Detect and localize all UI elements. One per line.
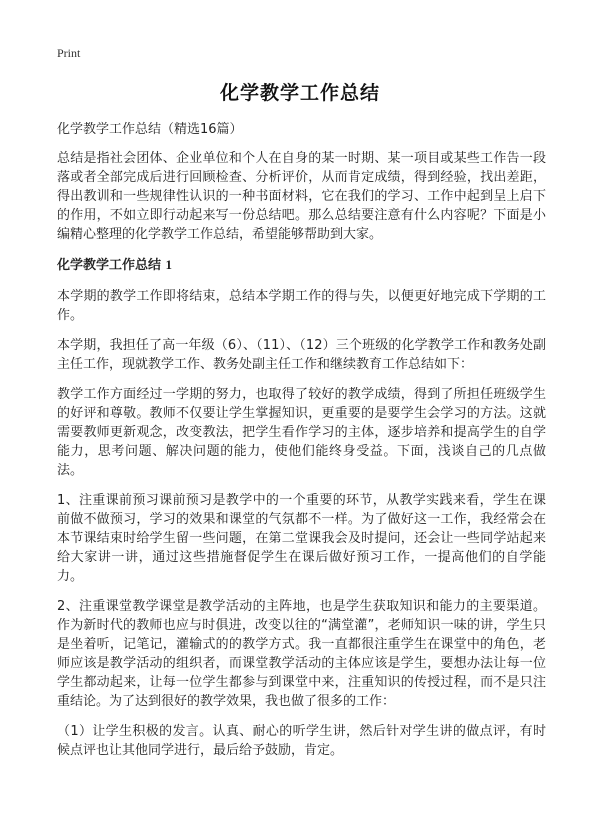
body-paragraph-4: 1、注重课前预习课前预习是教学中的一个重要的环节，从教学实践来看，学生在课前做不做预习，学习的效果和课堂的气氛都不一样。为了做好这一工作，我经常会在本节课结束时给学生留一些问题，在第二堂课我会及时提问，还会让一些同学站起来给大家讲一讲，通过这些措施督促学生在课后做好预习工作，一提高他们的自学能力。: [57, 493, 546, 584]
document-title: 化学教学工作总结: [219, 82, 380, 104]
intro-paragraph: 总结是指社会团体、企业单位和个人在自身的某一时期、某一项目或某些工作告一段落或者全部完成后进行回顾检查、分析评价，从而肯定成绩，得到经验，找出差距，得出教训和一些规律性认识的一种书面材料，它在我们的学习、工作中起到呈上启下的作用，不如立即行动起来写一份总结吧。那么总结要注意有什么内容呢？下面是小编精心整理的化学教学工作总结，希望能够帮助到大家。: [57, 151, 546, 242]
section-heading: [57, 255, 546, 275]
document-subtitle: 化学教学工作总结（精选16篇）: [57, 122, 243, 137]
print-link[interactable]: Print: [57, 46, 81, 60]
body-paragraph-3: 教学工作方面经过一学期的努力，也取得了较好的教学成绩，得到了所担任班级学生的好评和尊敬。教师不仅要让学生掌握知识，更重要的是要学生会学习的方法。这就需要教师更新观念，改变教法，把学生看作学习的主体，逐步培养和提高学生的自学能力，思考问题、解决问题的能力，使他们能终身受益。下面，浅谈自己的几点做法。: [57, 387, 546, 478]
body-paragraph-2: 本学期，我担任了高一年级（6）、（11）、（12）三个班级的化学教学工作和教务处副主任工作，现就教学工作、教务处副主任工作和继续教育工作总结如下：: [57, 338, 546, 372]
section-heading-number: 1: [165, 257, 173, 272]
body-paragraph-6: （1）让学生积极的发言。认真、耐心的听学生讲，然后针对学生讲的做点评，有时候点评也让其他同学进行，最后给予鼓励，肯定。: [57, 724, 546, 758]
document-body: [57, 120, 546, 771]
body-paragraph-1: 本学期的教学工作即将结束，总结本学期工作的得与失，以便更好地完成下学期的工作。: [57, 289, 546, 323]
section-heading-text: 化学教学工作总结: [57, 258, 162, 273]
body-paragraph-5: 2、注重课堂教学课堂是教学活动的主阵地，也是学生获取知识和能力的主要渠道。作为新时代的教师也应与时俱进，改变以往的“满堂灌”，老师知识一味的讲，学生只是坐着听，记笔记，灌输式的的教学方式。我一直都很注重学生在课堂中的角色，老师应该是教学活动的组织者，而课堂教学活动的主体应该是学生，要想办法让每一位学生都动起来，让每一位学生都参与到课堂中来，注重知识的传授过程，而不是只注重结论。为了达到很好的教学效果，我也做了很多的工作：: [57, 599, 546, 709]
